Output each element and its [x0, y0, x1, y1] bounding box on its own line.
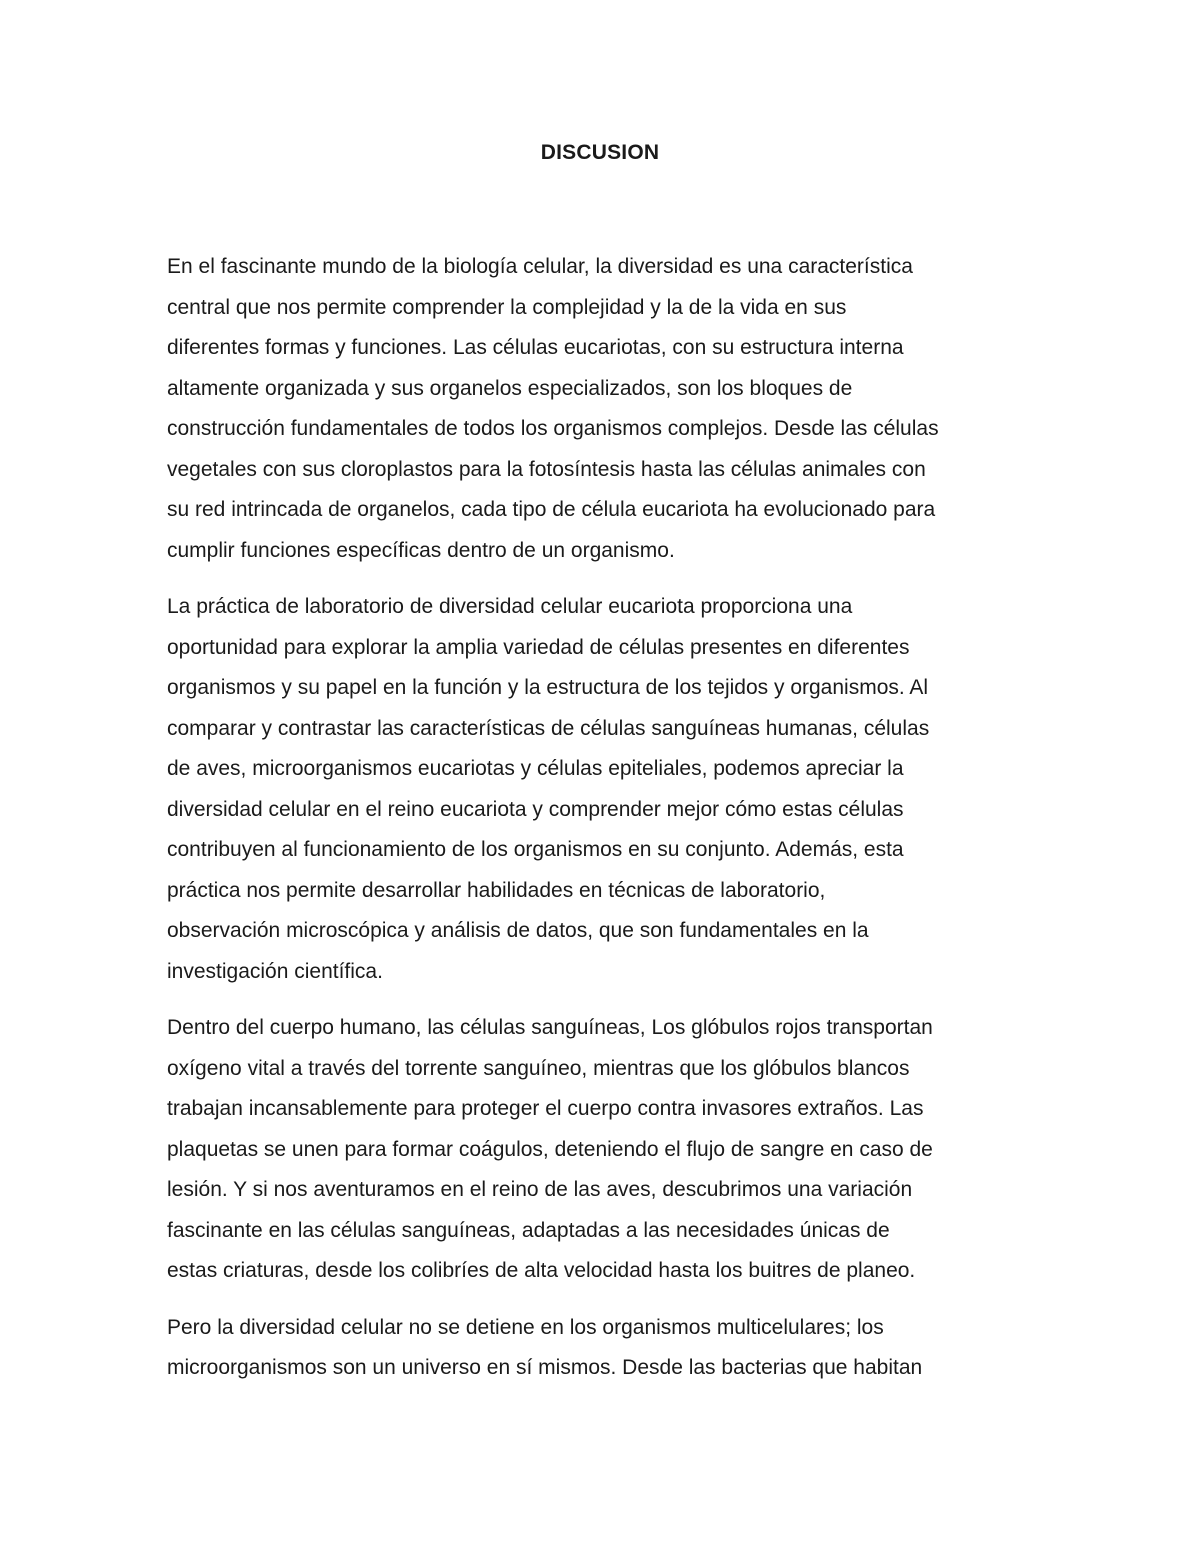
text-line: diferentes formas y funciones. Las células eucariotas, con su estructura interna — [167, 336, 904, 359]
paragraph-4 — [167, 1308, 1037, 1389]
document-title: DISCUSION — [540, 141, 660, 164]
text-line: investigación científica. — [167, 959, 383, 983]
text-line: oportunidad para explorar la amplia variedad de células presentes en diferentes — [167, 635, 910, 659]
text-line: plaquetas se unen para formar coágulos, deteniendo el flujo de sangre en caso de — [167, 1137, 933, 1161]
paragraph-3 — [167, 1008, 1037, 1292]
text-line: Dentro del cuerpo humano, las células sanguíneas, Los glóbulos rojos transportan — [167, 1016, 933, 1039]
text-line: vegetales con sus cloroplastos para la fotosíntesis hasta las células animales con — [167, 457, 926, 481]
text-line: altamente organizada y sus organelos especializados, son los bloques de — [167, 376, 853, 400]
text-line: de aves, microorganismos eucariotas y células epiteliales, podemos apreciar la — [167, 757, 904, 780]
text-line: En el fascinante mundo de la biología celular, la diversidad es una característica — [167, 255, 913, 278]
text-line: Pero la diversidad celular no se detiene en los organismos multicelulares; los — [167, 1315, 884, 1339]
document-body — [167, 247, 1037, 1405]
text-line: observación microscópica y análisis de datos, que son fundamentales en la — [167, 919, 869, 942]
text-line: estas criaturas, desde los colibríes de alta velocidad hasta los buitres de planeo. — [167, 1259, 916, 1282]
text-line: organismos y su papel en la función y la estructura de los tejidos y organismos. Al — [167, 676, 929, 699]
text-line: fascinante en las células sanguíneas, adaptadas a las necesidades únicas de — [167, 1218, 890, 1242]
text-line: comparar y contrastar las características de células sanguíneas humanas, células — [167, 716, 930, 740]
text-line: oxígeno vital a través del torrente sanguíneo, mientras que los glóbulos blancos — [167, 1056, 910, 1080]
text-line: trabajan incansablemente para proteger el cuerpo contra invasores extraños. Las — [167, 1097, 924, 1120]
text-line: construcción fundamentales de todos los organismos complejos. Desde las células — [167, 417, 939, 440]
text-line: central que nos permite comprender la complejidad y la de la vida en sus — [167, 295, 847, 319]
text-line: diversidad celular en el reino eucariota y comprender mejor cómo estas células — [167, 797, 904, 821]
paragraph-1 — [167, 247, 1037, 571]
paragraph-2 — [167, 587, 1037, 992]
text-line: microorganismos son un universo en sí mismos. Desde las bacterias que habitan — [167, 1356, 923, 1379]
text-line: lesión. Y si nos aventuramos en el reino de las aves, descubrimos una variación — [167, 1178, 913, 1201]
text-line: contribuyen al funcionamiento de los organismos en su conjunto. Además, esta — [167, 838, 904, 861]
text-line: cumplir funciones específicas dentro de un organismo. — [167, 538, 675, 562]
text-line: La práctica de laboratorio de diversidad celular eucariota proporciona una — [167, 595, 853, 618]
text-line: su red intrincada de organelos, cada tipo de célula eucariota ha evolucionado para — [167, 498, 936, 521]
text-line: práctica nos permite desarrollar habilidades en técnicas de laboratorio, — [167, 878, 826, 902]
